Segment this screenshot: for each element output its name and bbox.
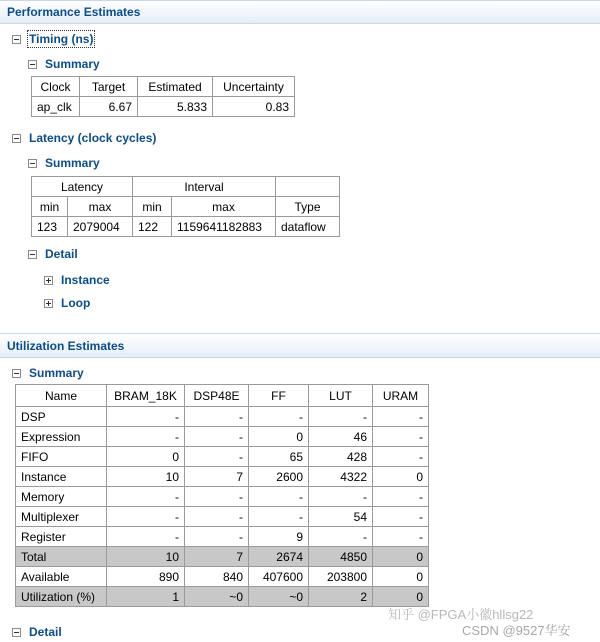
timing-table — [31, 76, 295, 117]
column-header: FF — [249, 385, 309, 407]
utilization-detail-node[interactable] — [12, 625, 62, 639]
group-header: Latency — [32, 177, 133, 197]
table-cell: 428 — [309, 447, 373, 467]
table-cell: - — [185, 487, 249, 507]
collapse-icon[interactable] — [12, 35, 21, 44]
table-cell: 890 — [107, 567, 185, 587]
row-name-cell: Register — [16, 527, 107, 547]
table-cell: 1 — [107, 587, 185, 607]
table-cell: - — [185, 407, 249, 427]
table-cell: 10 — [107, 467, 185, 487]
zhihu-watermark: 知乎 @FPGA小徽hllsg22 — [388, 607, 534, 622]
table-cell: - — [373, 487, 429, 507]
detail-loop-node[interactable] — [44, 296, 90, 310]
group-header — [276, 177, 340, 197]
column-header: Type — [276, 197, 340, 217]
collapse-icon[interactable] — [28, 159, 37, 168]
table-cell: 6.67 — [80, 97, 138, 117]
table-cell: - — [249, 407, 309, 427]
column-header: Clock — [32, 77, 80, 97]
table-cell: 2079004 — [68, 217, 133, 237]
table-cell: - — [107, 527, 185, 547]
table-cell: - — [373, 427, 429, 447]
csdn-watermark: CSDN @9527华安 — [462, 623, 571, 638]
table-group-header-row — [32, 177, 340, 197]
expand-icon[interactable] — [44, 276, 53, 285]
detail-instance-label[interactable]: Instance — [61, 273, 110, 287]
table-row — [16, 527, 429, 547]
table-row — [16, 447, 429, 467]
table-header-row — [32, 77, 295, 97]
table-cell: 0 — [373, 467, 429, 487]
table-cell: 203800 — [309, 567, 373, 587]
column-header: Name — [16, 385, 107, 407]
table-cell: 840 — [185, 567, 249, 587]
table-cell: - — [107, 487, 185, 507]
utilization-estimates-header — [0, 333, 600, 358]
table-row — [16, 407, 429, 427]
table-row — [16, 547, 429, 567]
group-header: Interval — [133, 177, 276, 197]
row-name-cell: Utilization (%) — [16, 587, 107, 607]
latency-node[interactable] — [12, 131, 156, 145]
timing-summary-node[interactable] — [28, 57, 100, 71]
row-name-cell: FIFO — [16, 447, 107, 467]
table-row — [32, 217, 340, 237]
utilization-estimates-title: Utilization Estimates — [7, 339, 125, 353]
table-cell: 0 — [373, 567, 429, 587]
table-cell: dataflow — [276, 217, 340, 237]
table-row — [16, 487, 429, 507]
table-cell: 123 — [32, 217, 68, 237]
table-cell: 2674 — [249, 547, 309, 567]
table-cell: 122 — [133, 217, 172, 237]
performance-estimates-header — [0, 0, 600, 24]
column-header: Uncertainty — [213, 77, 295, 97]
table-cell: - — [373, 507, 429, 527]
table-cell: - — [373, 407, 429, 427]
table-cell: - — [185, 427, 249, 447]
table-cell: 4322 — [309, 467, 373, 487]
row-name-cell: Memory — [16, 487, 107, 507]
table-row — [16, 427, 429, 447]
table-header-row — [32, 197, 340, 217]
performance-estimates-title: Performance Estimates — [7, 5, 141, 19]
table-cell: 54 — [309, 507, 373, 527]
table-cell: - — [185, 507, 249, 527]
row-name-cell: Available — [16, 567, 107, 587]
table-cell: 2 — [309, 587, 373, 607]
table-cell: 4850 — [309, 547, 373, 567]
row-name-cell: Multiplexer — [16, 507, 107, 527]
collapse-icon[interactable] — [12, 134, 21, 143]
table-cell: - — [107, 507, 185, 527]
table-cell: - — [185, 527, 249, 547]
table-cell: ~0 — [185, 587, 249, 607]
table-cell: 0 — [107, 447, 185, 467]
row-name-cell: DSP — [16, 407, 107, 427]
collapse-icon[interactable] — [28, 250, 37, 259]
column-header: DSP48E — [185, 385, 249, 407]
table-cell: 7 — [185, 467, 249, 487]
table-cell: - — [309, 487, 373, 507]
table-cell: 407600 — [249, 567, 309, 587]
table-row — [16, 587, 429, 607]
table-cell: 10 — [107, 547, 185, 567]
utilization-table — [15, 384, 429, 607]
collapse-icon[interactable] — [12, 369, 21, 378]
table-cell: 0 — [373, 587, 429, 607]
latency-label[interactable]: Latency (clock cycles) — [29, 131, 157, 145]
table-cell: 0 — [249, 427, 309, 447]
table-cell: 46 — [309, 427, 373, 447]
latency-summary-node[interactable] — [28, 156, 100, 170]
expand-icon[interactable] — [44, 299, 53, 308]
table-cell: 0 — [373, 547, 429, 567]
column-header: min — [32, 197, 68, 217]
latency-detail-node[interactable] — [28, 247, 78, 261]
table-cell: - — [249, 507, 309, 527]
collapse-icon[interactable] — [12, 628, 21, 637]
column-header: URAM — [373, 385, 429, 407]
column-header: LUT — [309, 385, 373, 407]
column-header: Target — [80, 77, 138, 97]
table-cell: - — [249, 487, 309, 507]
table-cell: 0.83 — [213, 97, 295, 117]
table-cell: 2600 — [249, 467, 309, 487]
table-cell: - — [309, 407, 373, 427]
table-cell: - — [373, 447, 429, 467]
table-cell: - — [107, 407, 185, 427]
table-cell: 1159641182883 — [172, 217, 276, 237]
column-header: min — [133, 197, 172, 217]
table-cell: 65 — [249, 447, 309, 467]
timing-summary-label[interactable]: Summary — [45, 57, 100, 71]
detail-instance-node[interactable] — [44, 273, 110, 287]
table-row — [16, 467, 429, 487]
latency-summary-label[interactable]: Summary — [45, 156, 100, 170]
timing-node[interactable] — [12, 32, 93, 46]
latency-table — [31, 176, 340, 237]
table-row — [16, 507, 429, 527]
table-cell: 7 — [185, 547, 249, 567]
table-cell: - — [185, 447, 249, 467]
utilization-detail-label[interactable]: Detail — [29, 625, 62, 639]
table-cell: - — [373, 527, 429, 547]
collapse-icon[interactable] — [28, 60, 37, 69]
table-header-row — [16, 385, 429, 407]
column-header: BRAM_18K — [107, 385, 185, 407]
table-cell: ~0 — [249, 587, 309, 607]
latency-detail-label[interactable]: Detail — [45, 247, 78, 261]
utilization-summary-node[interactable] — [12, 366, 84, 380]
column-header: max — [68, 197, 133, 217]
timing-label[interactable]: Timing (ns) — [29, 32, 94, 46]
detail-loop-label[interactable]: Loop — [61, 296, 91, 310]
table-cell: - — [107, 427, 185, 447]
column-header: max — [172, 197, 276, 217]
utilization-summary-label[interactable]: Summary — [29, 366, 84, 380]
table-cell: - — [309, 527, 373, 547]
row-name-cell: Total — [16, 547, 107, 567]
table-row — [16, 567, 429, 587]
table-row — [32, 97, 295, 117]
table-cell: ap_clk — [32, 97, 80, 117]
table-cell: 5.833 — [138, 97, 213, 117]
table-cell: 9 — [249, 527, 309, 547]
column-header: Estimated — [138, 77, 213, 97]
row-name-cell: Expression — [16, 427, 107, 447]
row-name-cell: Instance — [16, 467, 107, 487]
